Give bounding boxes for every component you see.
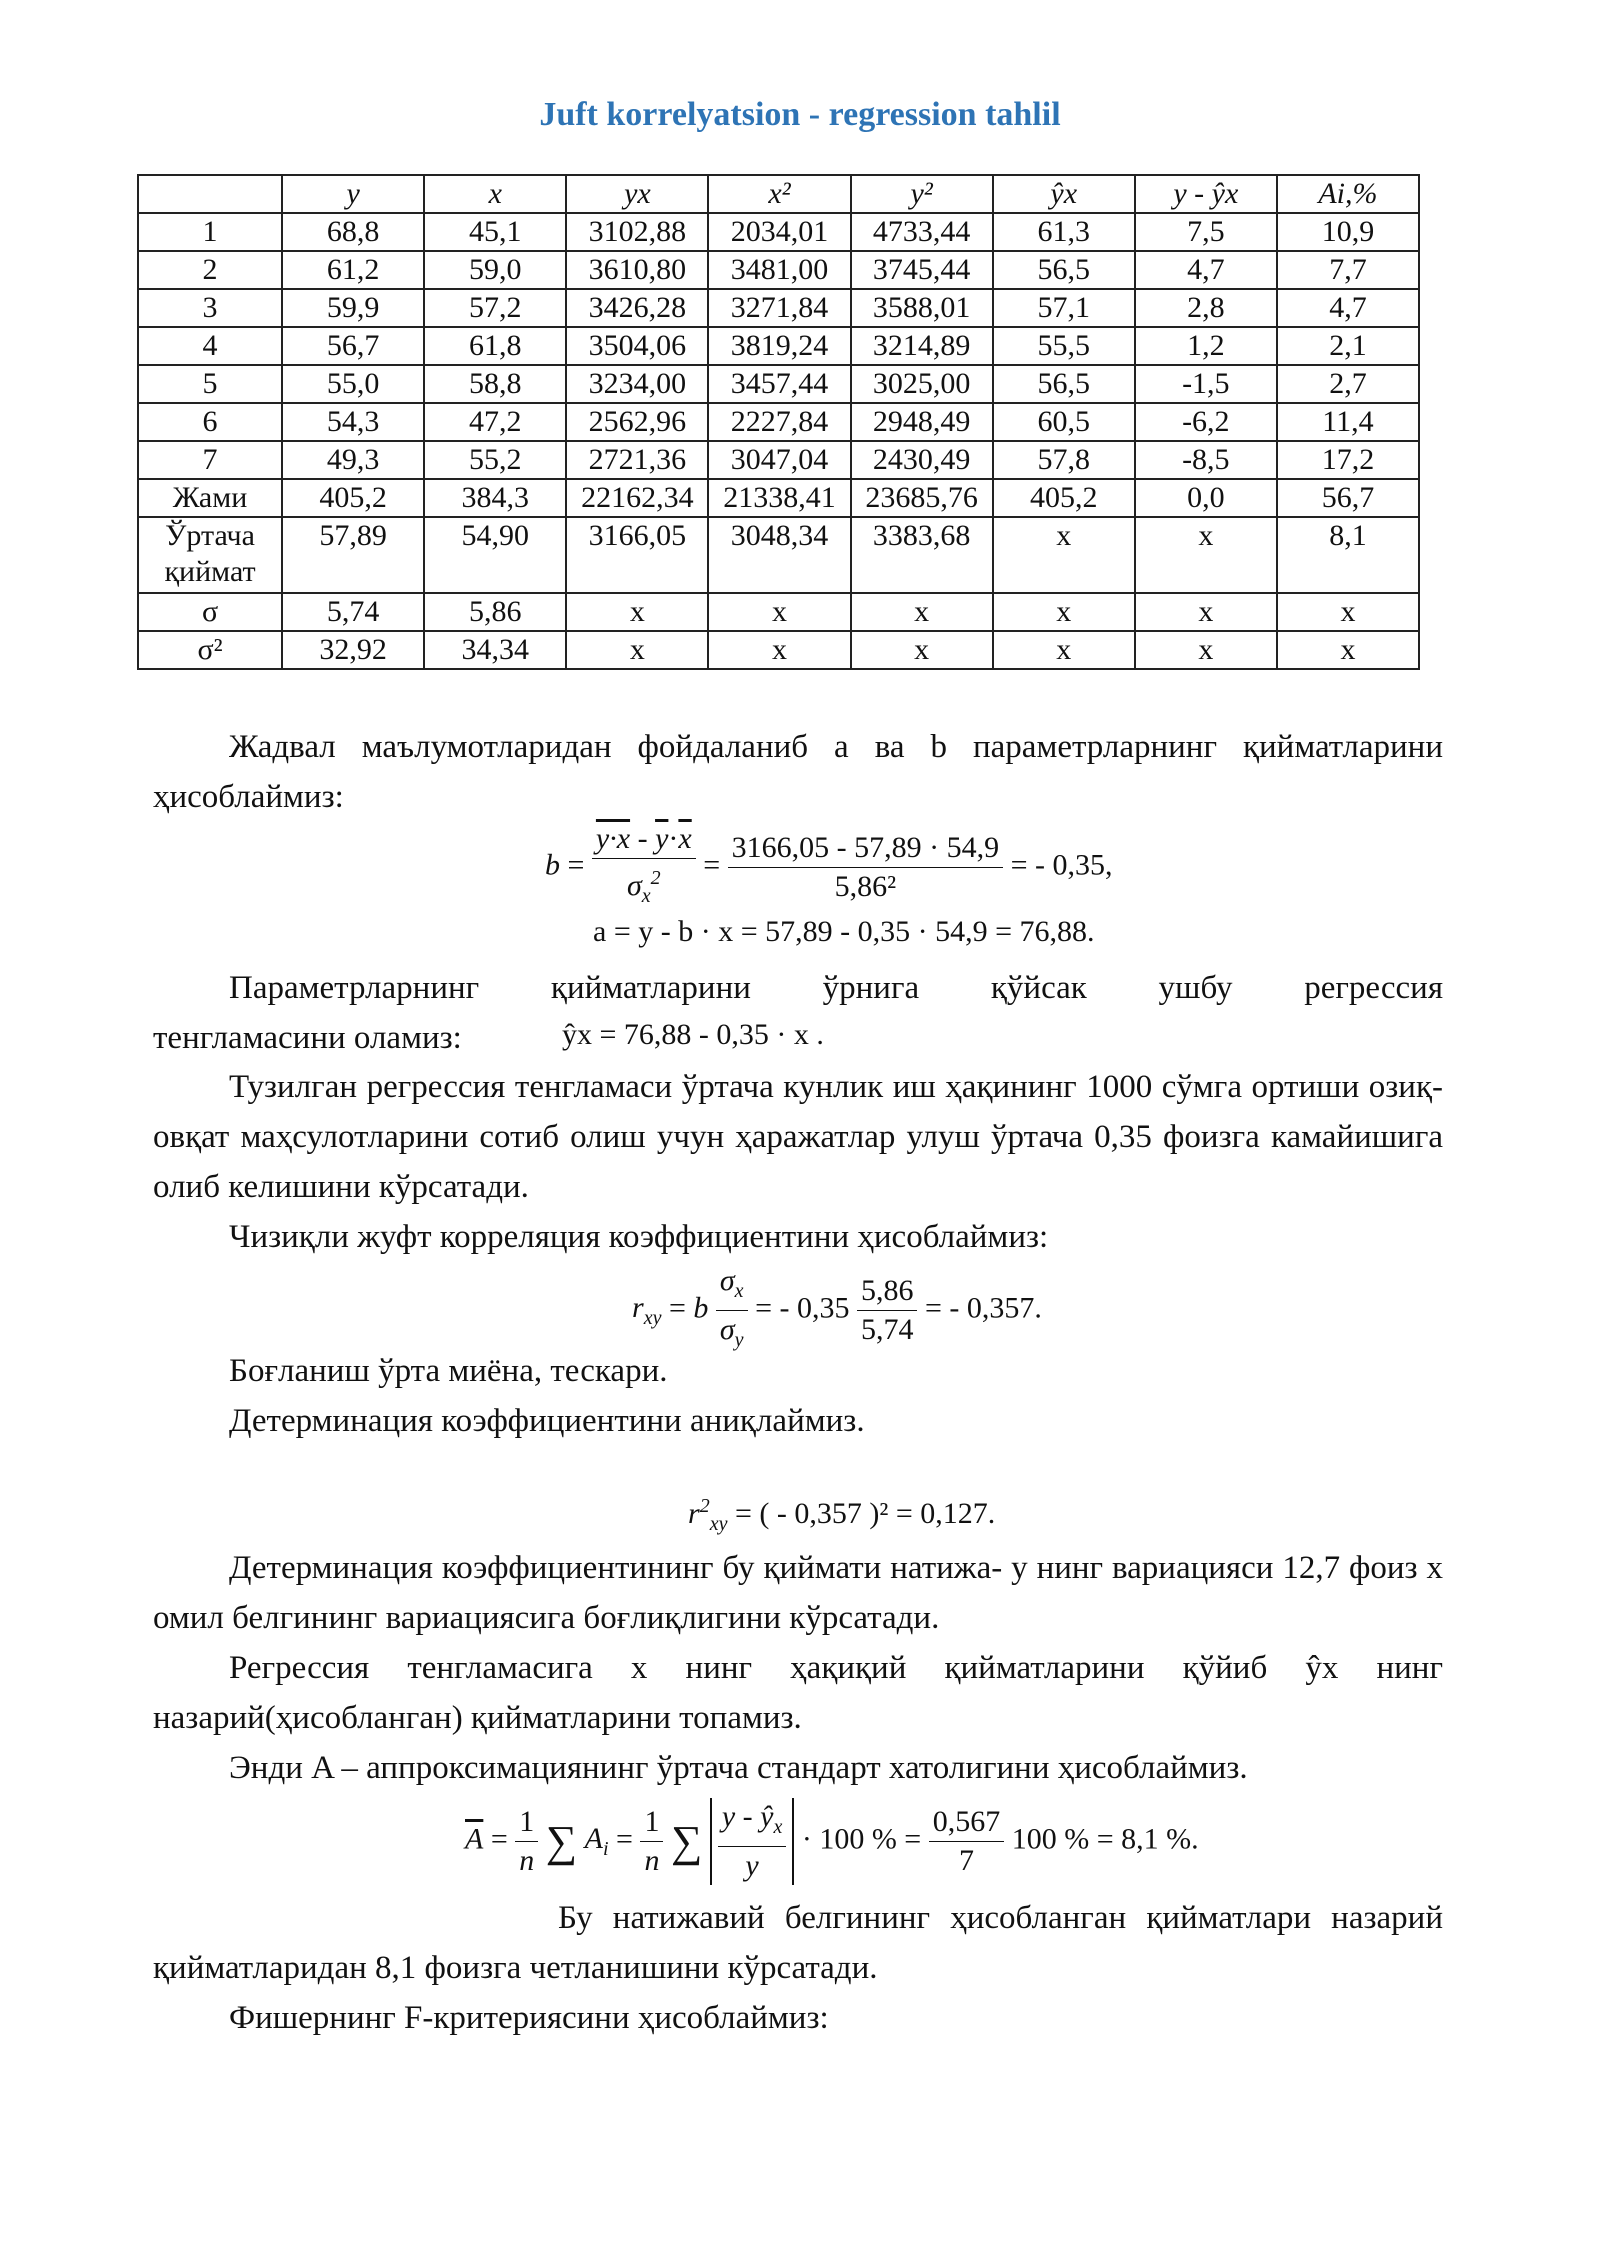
table-cell: 4,7 [1135, 251, 1277, 289]
table-cell: 1 [138, 213, 282, 251]
table-cell: 3588,01 [851, 289, 993, 327]
table-cell: 5,74 [282, 593, 424, 631]
table-cell: 49,3 [282, 441, 424, 479]
paragraph-theoretical: Регрессия тенгламасига x нинг ҳақиқий қийматларини қўйиб ŷx нинг назарий(ҳисобланган) қийматларини топамиз. [153, 1650, 1443, 1736]
table-cell: 7 [138, 441, 282, 479]
table-cell: 56,5 [993, 365, 1135, 403]
table-cell: 405,2 [282, 479, 424, 517]
table-cell: 60,5 [993, 403, 1135, 441]
header-cell: Ai,% [1277, 175, 1419, 213]
table-cell: 3102,88 [566, 213, 708, 251]
table-cell: 2227,84 [708, 403, 850, 441]
table-cell: -1,5 [1135, 365, 1277, 403]
table-cell: 2 [138, 251, 282, 289]
table-cell: 3025,00 [851, 365, 993, 403]
table-cell: σ² [138, 631, 282, 669]
table-row [138, 251, 1419, 289]
table-row [138, 517, 1419, 593]
header-cell: x [424, 175, 566, 213]
table-cell: 3426,28 [566, 289, 708, 327]
r-result: = - 0,357. [924, 1291, 1042, 1325]
table-cell: Ўртача қиймат [138, 517, 282, 593]
table-cell: 3383,68 [851, 517, 993, 593]
table-cell: 32,92 [282, 631, 424, 669]
paragraph-params-cont: тенгламасини оламиз: [153, 1020, 462, 1056]
table-cell: x [1135, 517, 1277, 593]
table-cell: 55,2 [424, 441, 566, 479]
table-cell: 22162,34 [566, 479, 708, 517]
paragraph-intro: Жадвал маълумотларидан фойдаланиб a ва b параметрларнинг қийматларини ҳисоблаймиз: [153, 729, 1443, 815]
formula-regression: ŷx = 76,88 - 0,35 · x . [562, 1018, 824, 1051]
formula-a: a = y - b · x = 57,89 - 0,35 · 54,9 = 76,88. [593, 915, 1095, 948]
table-cell: x [1277, 593, 1419, 631]
r-denominator: 5,74 [860, 1313, 914, 1346]
table-cell: σ [138, 593, 282, 631]
table-cell: 1,2 [1135, 327, 1277, 365]
table-cell: 7,5 [1135, 213, 1277, 251]
header-cell: y [282, 175, 424, 213]
table-cell: 61,3 [993, 213, 1135, 251]
table-cell: 384,3 [424, 479, 566, 517]
table-cell: 4 [138, 327, 282, 365]
table-cell: x [993, 631, 1135, 669]
table-cell: 57,89 [282, 517, 424, 593]
table-cell: 2562,96 [566, 403, 708, 441]
table-cell: x [993, 593, 1135, 631]
b-numerator: 3166,05 - 57,89 · 54,9 [728, 829, 1003, 868]
table-cell: 17,2 [1277, 441, 1419, 479]
A-numerator: 0,567 [929, 1803, 1005, 1842]
table-cell: 45,1 [424, 213, 566, 251]
A-percent: · 100 % = [801, 1822, 922, 1856]
table-cell: 10,9 [1277, 213, 1419, 251]
table-cell: 2430,49 [851, 441, 993, 479]
table-cell: x [566, 631, 708, 669]
table-cell: 59,0 [424, 251, 566, 289]
table-cell: 57,8 [993, 441, 1135, 479]
b-result: = - 0,35, [1010, 848, 1113, 882]
table-cell: 23685,76 [851, 479, 993, 517]
table-cell: 8,1 [1277, 517, 1419, 593]
paragraph-determination: Детерминация коэффициентини аниқлаймиз. [229, 1403, 865, 1439]
table-cell: 2,7 [1277, 365, 1419, 403]
table-cell: 58,8 [424, 365, 566, 403]
formula-b: b = $\frac{y\cdot x - \overline{y}\cdot\overline{x}}{\sigma_x^2}$ = $\frac{3166,05 - 57,89 \cdot 54,9}{\text{5,86²}}$ = - 0,35, [545, 822, 1113, 907]
b-denominator: 5,86² [834, 870, 897, 903]
table-cell: 55,5 [993, 327, 1135, 365]
data-table [137, 174, 1420, 670]
table-cell: -6,2 [1135, 403, 1277, 441]
table-row [138, 631, 1419, 669]
table-cell: 3271,84 [708, 289, 850, 327]
table-row [138, 441, 1419, 479]
table-cell: x [851, 593, 993, 631]
table-cell: 54,90 [424, 517, 566, 593]
r-numerator: 5,86 [857, 1272, 918, 1311]
table-cell: 3214,89 [851, 327, 993, 365]
table-cell: x [851, 631, 993, 669]
r2-result: = ( - 0,357 )² = 0,127. [734, 1497, 996, 1530]
paragraph-params: Параметрларнинг қийматларини ўрнига қўйсак ушбу регрессия [229, 970, 1443, 1006]
table-cell: x [1277, 631, 1419, 669]
A-denominator: 7 [958, 1844, 974, 1877]
table-cell: 3047,04 [708, 441, 850, 479]
table-row [138, 213, 1419, 251]
page-title: Juft korrelyatsion - regression tahlil [539, 96, 1061, 133]
table-cell: 5 [138, 365, 282, 403]
table-row [138, 593, 1419, 631]
table-cell: x [708, 593, 850, 631]
table-cell: 61,2 [282, 251, 424, 289]
table-cell: 2721,36 [566, 441, 708, 479]
table-cell: x [708, 631, 850, 669]
table-cell: 3048,34 [708, 517, 850, 593]
table-cell: 3504,06 [566, 327, 708, 365]
table-cell: 5,86 [424, 593, 566, 631]
formula-r2: $r^2_{xy}$ = ( - 0,357 )² = 0,127. [688, 1495, 996, 1535]
table-cell: 405,2 [993, 479, 1135, 517]
formula-approximation: $\overline{A}$ = $\frac{1}{n}$ ∑ $A_i$ = $\frac{1}{n}$ ∑ $\frac{y - ŷ_x}{y}$ · 100 % = $\frac{0,567}{7}$ 100 % = 8,1 %. [465, 1798, 1199, 1885]
table-row [138, 403, 1419, 441]
header-cell: y² [851, 175, 993, 213]
table-cell: 55,0 [282, 365, 424, 403]
table-cell: 3745,44 [851, 251, 993, 289]
table-cell: 56,7 [282, 327, 424, 365]
table-cell: 4,7 [1277, 289, 1419, 327]
r-value: = - 0,35 [755, 1291, 850, 1325]
table-cell: 0,0 [1135, 479, 1277, 517]
header-cell: yx [566, 175, 708, 213]
table-cell: 57,1 [993, 289, 1135, 327]
table-cell: 3610,80 [566, 251, 708, 289]
table-cell: 3481,00 [708, 251, 850, 289]
paragraph-fisher: Фишернинг F-критериясини ҳисоблаймиз: [229, 2000, 829, 2036]
table-row [138, 365, 1419, 403]
table-cell: 3819,24 [708, 327, 850, 365]
table-cell: 3457,44 [708, 365, 850, 403]
table-cell: 3234,00 [566, 365, 708, 403]
table-cell: 56,7 [1277, 479, 1419, 517]
table-cell: 3166,05 [566, 517, 708, 593]
table-cell: Жами [138, 479, 282, 517]
table-cell: 2,8 [1135, 289, 1277, 327]
paragraph-relation: Боғланиш ўрта миёна, тескари. [229, 1353, 668, 1389]
table-row [138, 327, 1419, 365]
header-cell: y - ŷx [1135, 175, 1277, 213]
paragraph-interpretation: Тузилган регрессия тенгламаси ўртача кунлик иш ҳақининг 1000 сўмга ортиши озиқ-овқат маҳсулотларини сотиб олиш учун ҳаражатлар улуш ўртача 0,35 фоизга камайишига олиб келишини кўрсатади. [153, 1069, 1443, 1205]
header-cell: ŷx [993, 175, 1135, 213]
paragraph-deviation: Бу натижавий белгининг ҳисобланган қийматлари назарий қийматларидан 8,1 фоизга четланишини кўрсатади. [153, 1900, 1443, 1986]
table-cell: 34,34 [424, 631, 566, 669]
table-cell: 6 [138, 403, 282, 441]
table-cell: 3 [138, 289, 282, 327]
table-cell: 2034,01 [708, 213, 850, 251]
table-row [138, 479, 1419, 517]
table-cell: 7,7 [1277, 251, 1419, 289]
header-cell: x² [708, 175, 850, 213]
table-cell: 59,9 [282, 289, 424, 327]
table-cell: x [1135, 593, 1277, 631]
table-cell: 21338,41 [708, 479, 850, 517]
table-cell: 47,2 [424, 403, 566, 441]
paragraph-correlation: Чизиқли жуфт корреляция коэффициентини ҳисоблаймиз: [229, 1219, 1049, 1255]
table-cell: 57,2 [424, 289, 566, 327]
paragraph-approximation: Энди A – аппроксимациянинг ўртача стандарт хатолигини ҳисоблаймиз. [229, 1750, 1248, 1786]
header-cell [138, 175, 282, 213]
table-cell: x [1135, 631, 1277, 669]
table-cell: 54,3 [282, 403, 424, 441]
table-cell: -8,5 [1135, 441, 1277, 479]
table-cell: 11,4 [1277, 403, 1419, 441]
table-cell: 4733,44 [851, 213, 993, 251]
table-cell: 68,8 [282, 213, 424, 251]
table-cell: 2948,49 [851, 403, 993, 441]
table-header-row [138, 175, 1419, 213]
formula-r: $r_{xy} = b$ $\frac{\sigma_x}{\sigma_y}$ = - 0,35 $\frac{5,86}{5,74}$ = - 0,357. [632, 1264, 1042, 1351]
table-cell: 61,8 [424, 327, 566, 365]
table-row [138, 289, 1419, 327]
table-cell: 2,1 [1277, 327, 1419, 365]
table-cell: 56,5 [993, 251, 1135, 289]
table-cell: x [566, 593, 708, 631]
paragraph-determination-meaning: Детерминация коэффициентининг бу қиймати натижа- y нинг вариацияси 12,7 фоиз x омил белгининг вариациясига боғлиқлигини кўрсатади. [153, 1550, 1443, 1636]
A-result: 100 % = 8,1 %. [1011, 1822, 1199, 1856]
table-cell: x [993, 517, 1135, 593]
